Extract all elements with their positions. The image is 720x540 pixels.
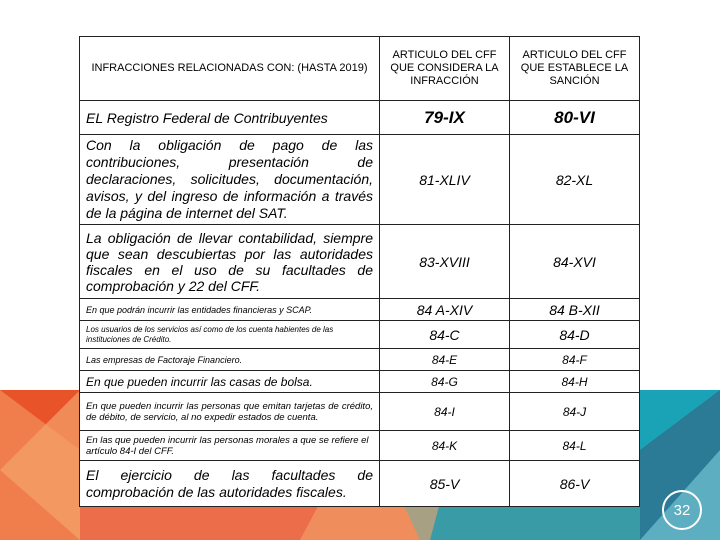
row-sancion: 84-D <box>510 321 640 349</box>
row-sancion: 86-V <box>510 461 640 507</box>
table-row <box>80 101 640 135</box>
row-description: La obligación de llevar contabilidad, siempre que sean descubiertas por las autoridades fiscales en el uso de su facultades de comprobación y 22 del CFF. <box>80 225 380 299</box>
table-row <box>80 371 640 393</box>
row-sancion: 84 B-XII <box>510 299 640 321</box>
row-description: En que podrán incurrir las entidades financieras y SCAP. <box>80 299 380 321</box>
header-infracciones: INFRACCIONES RELACIONADAS CON: (HASTA 2019) <box>80 37 380 101</box>
row-sancion: 82-XL <box>510 135 640 225</box>
row-infraccion: 84-C <box>380 321 510 349</box>
table-row <box>80 461 640 507</box>
row-infraccion: 84-E <box>380 349 510 371</box>
page-number-badge <box>662 490 702 530</box>
row-sancion: 84-XVI <box>510 225 640 299</box>
row-infraccion: 79-IX <box>380 101 510 135</box>
row-description: En que pueden incurrir las casas de bolsa. <box>80 371 380 393</box>
row-infraccion: 84-G <box>380 371 510 393</box>
infractions-table <box>79 36 640 507</box>
table-header-row <box>80 37 640 101</box>
row-sancion: 84-F <box>510 349 640 371</box>
row-infraccion: 84-K <box>380 431 510 461</box>
header-articulo-sancion: ARTICULO DEL CFF QUE ESTABLECE LA SANCIÓN <box>510 37 640 101</box>
page-number: 32 <box>673 501 691 519</box>
row-sancion: 84-J <box>510 393 640 431</box>
row-infraccion: 84-I <box>380 393 510 431</box>
row-description: En las que pueden incurrir las personas morales a que se refiere el artículo 84-I del CFF. <box>80 431 380 461</box>
table-row <box>80 299 640 321</box>
table-row <box>80 225 640 299</box>
row-infraccion: 81-XLIV <box>380 135 510 225</box>
header-articulo-infraccion: ARTICULO DEL CFF QUE CONSIDERA LA INFRACCIÓN <box>380 37 510 101</box>
row-sancion: 80-VI <box>510 101 640 135</box>
row-description: Las empresas de Factoraje Financiero. <box>80 349 380 371</box>
row-description: En que pueden incurrir las personas que emitan tarjetas de crédito, de débito, de servicio, al no expedir estados de cuenta. <box>80 393 380 431</box>
row-description: Con la obligación de pago de las contribuciones, presentación de declaraciones, solicitudes, documentación, avisos, y del ingreso de información a través de la página de internet del SAT. <box>80 135 380 225</box>
row-description: EL Registro Federal de Contribuyentes <box>80 101 380 135</box>
row-infraccion: 83-XVIII <box>380 225 510 299</box>
row-description: Los usuarios de los servicios así como de los cuenta habientes de las instituciones de Crédito. <box>80 321 380 349</box>
table-row <box>80 393 640 431</box>
table-row <box>80 431 640 461</box>
row-sancion: 84-L <box>510 431 640 461</box>
row-infraccion: 84 A-XIV <box>380 299 510 321</box>
row-sancion: 84-H <box>510 371 640 393</box>
row-infraccion: 85-V <box>380 461 510 507</box>
table-row <box>80 135 640 225</box>
table-row <box>80 321 640 349</box>
table-row <box>80 349 640 371</box>
row-description: El ejercicio de las facultades de comprobación de las autoridades fiscales. <box>80 461 380 507</box>
